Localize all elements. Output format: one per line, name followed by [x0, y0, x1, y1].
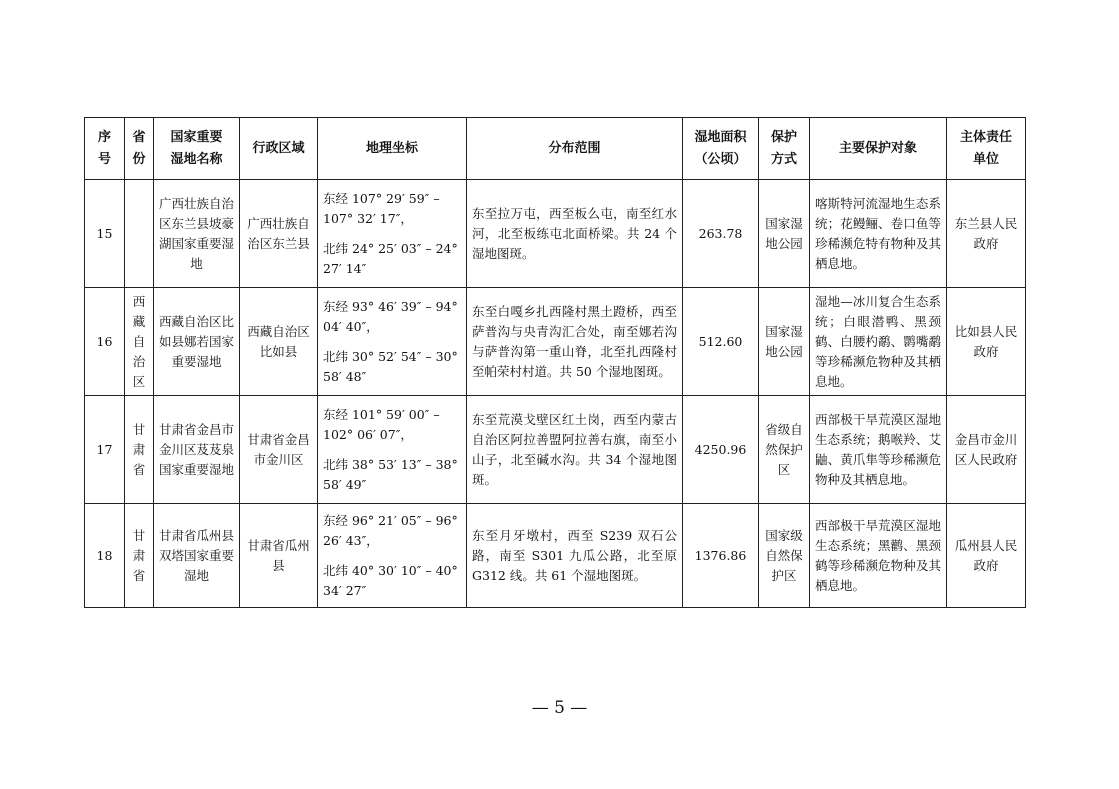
coord-latitude: 北纬 24° 25′ 03″ – 24° 27′ 14″ — [323, 240, 458, 276]
cell-no: 16 — [85, 288, 125, 396]
page-number: — 5 — — [531, 698, 588, 718]
header-region: 行政区域 — [240, 118, 318, 180]
wetland-table — [84, 117, 1026, 608]
cell-targets: 湿地—冰川复合生态系统；白眼潜鸭、黑颈鹤、白腰杓鹬、鹮嘴鹬等珍稀濒危物种及其栖息地。 — [810, 288, 947, 396]
cell-range: 东至荒漠戈壁区红土岗，西至内蒙古自治区阿拉善盟阿拉善右旗，南至小山子，北至碱水沟。共 34 个湿地图斑。 — [467, 396, 683, 504]
coord-longitude: 东经 93° 46′ 39″ – 94° 04′ 40″， — [323, 298, 458, 334]
cell-coords — [318, 504, 467, 608]
table-row — [85, 396, 1026, 504]
cell-province: 甘肃省 — [125, 504, 154, 608]
cell-name: 西藏自治区比如县娜若国家重要湿地 — [154, 288, 240, 396]
cell-targets: 西部极干旱荒漠区湿地生态系统；黑鹳、黑颈鹤等珍稀濒危物种及其栖息地。 — [810, 504, 947, 608]
coord-longitude: 东经 101° 59′ 00″ – 102° 06′ 07″， — [323, 406, 440, 442]
header-unit: 主体责任 单位 — [947, 118, 1026, 180]
cell-unit: 比如县人民政府 — [947, 288, 1026, 396]
cell-protect: 省级自然保护区 — [759, 396, 810, 504]
header-name: 国家重要 湿地名称 — [154, 118, 240, 180]
cell-coords — [318, 180, 467, 288]
cell-unit: 金昌市金川区人民政府 — [947, 396, 1026, 504]
cell-protect: 国家级自然保护区 — [759, 504, 810, 608]
cell-targets: 西部极干旱荒漠区湿地生态系统；鹅喉羚、艾鼬、黄爪隼等珍稀濒危物种及其栖息地。 — [810, 396, 947, 504]
cell-name: 甘肃省瓜州县双塔国家重要湿地 — [154, 504, 240, 608]
header-province: 省 份 — [125, 118, 154, 180]
header-no: 序 号 — [85, 118, 125, 180]
cell-unit: 瓜州县人民政府 — [947, 504, 1026, 608]
coord-longitude: 东经 107° 29′ 59″ – 107° 32′ 17″， — [323, 190, 440, 226]
coord-latitude: 北纬 38° 53′ 13″ – 38° 58′ 49″ — [323, 456, 458, 492]
coord-latitude: 北纬 40° 30′ 10″ – 40° 34′ 27″ — [323, 562, 458, 598]
cell-no: 18 — [85, 504, 125, 608]
table-row — [85, 180, 1026, 288]
cell-province: 甘肃省 — [125, 396, 154, 504]
header-area: 湿地面积 （公顷） — [683, 118, 759, 180]
cell-area: 1376.86 — [683, 504, 759, 608]
cell-area: 263.78 — [683, 180, 759, 288]
header-row — [85, 118, 1026, 180]
table-row — [85, 504, 1026, 608]
cell-targets: 喀斯特河流湿地生态系统；花鳗鲡、卷口鱼等珍稀濒危特有物种及其栖息地。 — [810, 180, 947, 288]
cell-name: 广西壮族自治区东兰县坡豪湖国家重要湿地 — [154, 180, 240, 288]
header-protect: 保护 方式 — [759, 118, 810, 180]
header-coords: 地理坐标 — [318, 118, 467, 180]
cell-no: 17 — [85, 396, 125, 504]
cell-coords — [318, 396, 467, 504]
cell-region: 甘肃省瓜州县 — [240, 504, 318, 608]
cell-province: 西藏自治区 — [125, 288, 154, 396]
header-targets: 主要保护对象 — [810, 118, 947, 180]
cell-region: 广西壮族自治区东兰县 — [240, 180, 318, 288]
cell-region: 西藏自治区比如县 — [240, 288, 318, 396]
cell-range: 东至月牙墩村，西至 S239 双石公路，南至 S301 九瓜公路，北至原 G312 线。共 61 个湿地图斑。 — [467, 504, 683, 608]
table-row — [85, 288, 1026, 396]
cell-protect: 国家湿地公园 — [759, 288, 810, 396]
cell-coords — [318, 288, 467, 396]
cell-area: 4250.96 — [683, 396, 759, 504]
cell-area: 512.60 — [683, 288, 759, 396]
cell-protect: 国家湿地公园 — [759, 180, 810, 288]
cell-name: 甘肃省金昌市金川区芨芨泉国家重要湿地 — [154, 396, 240, 504]
cell-region: 甘肃省金昌市金川区 — [240, 396, 318, 504]
coord-latitude: 北纬 30° 52′ 54″ – 30° 58′ 48″ — [323, 348, 458, 384]
cell-range: 东至拉万屯，西至板么屯，南至红水河，北至板练屯北面桥梁。共 24 个湿地图斑。 — [467, 180, 683, 288]
cell-unit: 东兰县人民政府 — [947, 180, 1026, 288]
cell-range: 东至白嘎乡扎西隆村黑土蹬桥，西至萨普沟与央青沟汇合处，南至娜若沟与萨普沟第一重山脊，北至扎西隆村至帕荣村村道。共 50 个湿地图斑。 — [467, 288, 683, 396]
coord-longitude: 东经 96° 21′ 05″ – 96° 26′ 43″， — [323, 512, 458, 548]
cell-province — [125, 180, 154, 288]
header-range: 分布范围 — [467, 118, 683, 180]
cell-no: 15 — [85, 180, 125, 288]
